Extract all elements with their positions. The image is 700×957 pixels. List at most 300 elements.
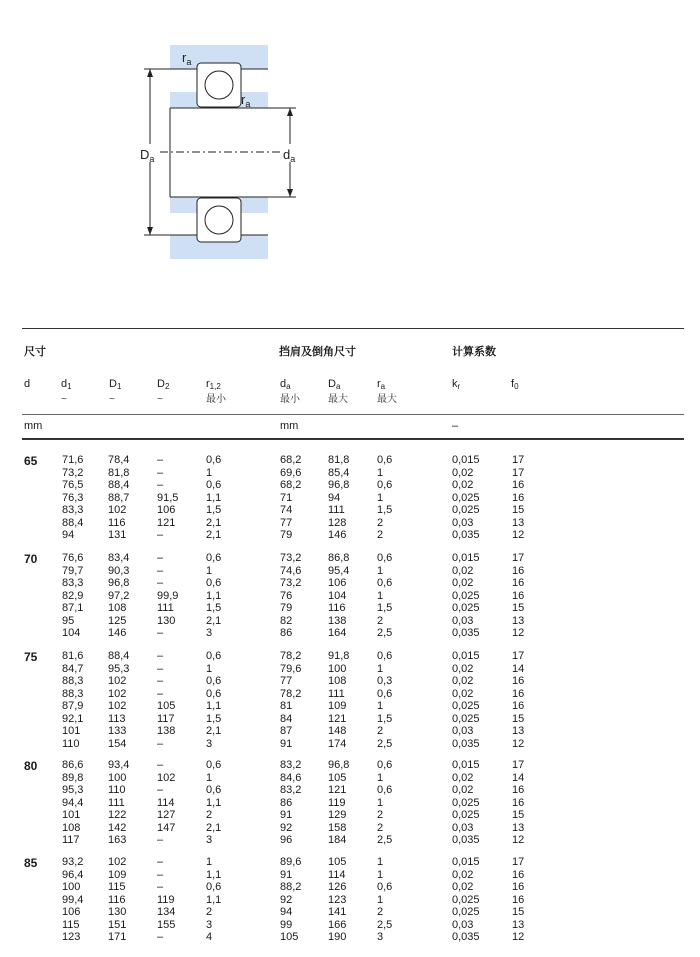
cell-Da: 104 <box>328 589 347 602</box>
cell-D1: 110 <box>108 784 126 796</box>
cell-D1: 102 <box>108 504 127 516</box>
cell-r12: 2,1 <box>206 516 222 529</box>
cell-r12: 1,1 <box>206 893 222 906</box>
cell-da: 92 <box>280 893 293 906</box>
cell-ra: 0,6 <box>377 650 393 662</box>
cell-D1: 115 <box>108 881 126 893</box>
col-kr <box>452 650 480 750</box>
cell-da: 76 <box>280 589 293 602</box>
cell-r12: 3 <box>206 918 213 931</box>
cell-Da: 111 <box>328 504 345 516</box>
cell-d1: 83,3 <box>62 577 84 589</box>
cell-D2: – <box>157 737 164 750</box>
cell-da: 81 <box>280 700 293 712</box>
cell-D1: 116 <box>108 893 126 906</box>
cell-f0: 13 <box>512 614 525 627</box>
col-d1 <box>62 650 83 750</box>
cell-Da: 91,8 <box>328 650 350 662</box>
cell-r12: 1,1 <box>206 868 222 881</box>
cell-ra: 1 <box>377 771 384 784</box>
cell-d1: 76,6 <box>62 552 84 564</box>
cell-r12: 2,1 <box>206 529 222 541</box>
col-D1 <box>108 759 129 847</box>
cell-ra: 1,5 <box>377 712 393 725</box>
cell-Da: 184 <box>328 834 347 846</box>
cell-D2: 114 <box>157 796 175 809</box>
cell-f0: 17 <box>512 552 525 564</box>
cell-da: 73,2 <box>280 552 302 564</box>
cell-d1: 101 <box>62 725 81 737</box>
cell-r12: 0,6 <box>206 759 222 771</box>
cell-D2: – <box>157 564 164 577</box>
cell-f0: 14 <box>512 771 525 784</box>
bearing-diagram <box>0 0 700 300</box>
cell-Da: 86,8 <box>328 552 350 564</box>
col-header-kr: $k_r$ <box>452 378 461 391</box>
cell-D1: 122 <box>108 809 127 821</box>
bore-group-70 <box>0 552 700 648</box>
cell-kr: 0,015 <box>452 552 480 564</box>
cell-kr: 0,035 <box>452 627 480 639</box>
cell-d1: 79,7 <box>62 564 84 577</box>
cell-kr: 0,02 <box>452 564 474 577</box>
cell-D2: 111 <box>157 602 174 614</box>
cell-da: 89,6 <box>280 856 302 868</box>
cell-D1: 109 <box>108 868 127 881</box>
cell-d1: 84,7 <box>62 662 84 675</box>
cell-ra: 1 <box>377 564 384 577</box>
cell-D2: – <box>157 552 164 564</box>
col-D2 <box>157 759 175 847</box>
cell-ra: 0,6 <box>377 577 393 589</box>
cell-kr: 0,015 <box>452 454 480 466</box>
cell-ra: 2,5 <box>377 627 393 639</box>
cell-f0: 15 <box>512 906 525 918</box>
cell-kr: 0,025 <box>452 893 480 906</box>
cell-D1: 113 <box>108 712 126 725</box>
cell-r12: 0,6 <box>206 675 222 687</box>
col-header-D2: $D_2$ ~ <box>157 378 170 405</box>
cell-kr: 0,02 <box>452 479 474 491</box>
cell-da: 78,2 <box>280 650 302 662</box>
cell-d1: 104 <box>62 627 81 639</box>
cell-kr: 0,02 <box>452 771 474 784</box>
cell-D2: 102 <box>157 771 176 784</box>
cell-ra: 1 <box>377 589 384 602</box>
cell-f0: 12 <box>512 737 525 750</box>
col-ra <box>377 650 392 750</box>
cell-r12: 1,1 <box>206 491 222 504</box>
cell-D2: – <box>157 881 164 893</box>
unit-rule <box>22 414 684 415</box>
cell-D2: 106 <box>157 504 176 516</box>
cell-f0: 16 <box>512 589 525 602</box>
cell-r12: 0,6 <box>206 784 222 796</box>
cell-f0: 17 <box>512 759 525 771</box>
cell-f0: 16 <box>512 564 525 577</box>
cell-D2: 119 <box>157 893 175 906</box>
bore-group-65 <box>0 454 700 550</box>
col-Da <box>328 454 349 542</box>
cell-da: 68,2 <box>280 454 302 466</box>
cell-ra: 2 <box>377 725 384 737</box>
col-D1 <box>108 856 126 944</box>
col-ra <box>377 454 392 542</box>
cell-da: 78,2 <box>280 687 302 700</box>
cell-Da: 123 <box>328 893 347 906</box>
cell-D1: 146 <box>108 627 127 639</box>
cell-ra: 1,5 <box>377 504 393 516</box>
cell-Da: 106 <box>328 577 347 589</box>
cell-d1: 92,1 <box>62 712 84 725</box>
col-Da <box>328 552 349 640</box>
header-bottom-rule <box>22 438 684 440</box>
cell-f0: 16 <box>512 687 525 700</box>
cell-f0: 13 <box>512 725 525 737</box>
cell-kr: 0,025 <box>452 809 480 821</box>
cell-d1: 101 <box>62 809 81 821</box>
cell-kr: 0,02 <box>452 466 474 479</box>
cell-da: 99 <box>280 918 293 931</box>
cell-Da: 129 <box>328 809 347 821</box>
cell-r12: 1 <box>206 856 213 868</box>
cell-f0: 12 <box>512 529 525 541</box>
bore-group-80 <box>0 759 700 855</box>
cell-da: 77 <box>280 516 293 529</box>
col-header-Da: $D_a$ 最大 <box>328 378 348 405</box>
cell-Da: 96,8 <box>328 759 350 771</box>
cell-ra: 1 <box>377 868 384 881</box>
cell-r12: 0,6 <box>206 454 222 466</box>
cell-d1: 82,9 <box>62 589 84 602</box>
cell-D2: – <box>157 868 164 881</box>
cell-kr: 0,02 <box>452 881 474 893</box>
cell-Da: 190 <box>328 931 347 943</box>
cell-Da: 126 <box>328 881 347 893</box>
col-Da <box>328 856 346 944</box>
col-kr <box>452 856 480 944</box>
cell-kr: 0,025 <box>452 602 480 614</box>
cell-f0: 16 <box>512 675 525 687</box>
cell-kr: 0,025 <box>452 712 480 725</box>
cell-D1: 88,4 <box>108 650 130 662</box>
cell-d1: 88,4 <box>62 516 84 529</box>
cell-kr: 0,02 <box>452 577 474 589</box>
cell-r12: 0,6 <box>206 687 222 700</box>
group-header-dimensions: 尺寸 <box>24 346 46 358</box>
col-header-r12: $r_{1,2}$ 最小 <box>206 378 226 405</box>
unit-abut: mm <box>280 420 299 432</box>
cell-da: 71 <box>280 491 293 504</box>
cell-r12: 0,6 <box>206 552 222 564</box>
cell-D2: 91,5 <box>157 491 179 504</box>
cell-kr: 0,02 <box>452 784 474 796</box>
cell-Da: 121 <box>328 784 347 796</box>
cell-d1: 71,6 <box>62 454 84 466</box>
cell-r12: 3 <box>206 627 213 639</box>
cell-da: 73,2 <box>280 577 302 589</box>
cell-r12: 0,6 <box>206 577 222 589</box>
cell-da: 82 <box>280 614 293 627</box>
col-header-da: $d_a$ 最小 <box>280 378 300 405</box>
cell-ra: 2 <box>377 529 384 541</box>
cell-D2: – <box>157 931 164 943</box>
cell-kr: 0,025 <box>452 796 480 809</box>
cell-da: 84 <box>280 712 293 725</box>
cell-f0: 13 <box>512 918 525 931</box>
cell-Da: 108 <box>328 675 347 687</box>
col-d1 <box>62 759 83 847</box>
cell-kr: 0,015 <box>452 856 480 868</box>
cell-r12: 1 <box>206 662 213 675</box>
cell-r12: 0,6 <box>206 881 222 893</box>
bore-diameter: 75 <box>24 650 38 664</box>
col-D2 <box>157 856 175 944</box>
cell-kr: 0,03 <box>452 725 474 737</box>
cell-D2: 117 <box>157 712 175 725</box>
cell-d1: 87,9 <box>62 700 84 712</box>
cell-Da: 114 <box>328 868 346 881</box>
cell-ra: 2 <box>377 821 384 834</box>
cell-D1: 102 <box>108 687 127 700</box>
cell-ra: 1,5 <box>377 602 393 614</box>
cell-D2: – <box>157 529 164 541</box>
col-r12 <box>206 856 221 944</box>
cell-D1: 171 <box>108 931 127 943</box>
cell-d1: 96,4 <box>62 868 84 881</box>
cell-Da: 164 <box>328 627 347 639</box>
cell-d1: 88,3 <box>62 687 84 700</box>
col-f0 <box>512 856 524 944</box>
cell-Da: 119 <box>328 796 346 809</box>
cell-f0: 16 <box>512 881 525 893</box>
cell-r12: 0,6 <box>206 479 222 491</box>
cell-D1: 100 <box>108 771 127 784</box>
cell-da: 91 <box>280 868 293 881</box>
cell-da: 91 <box>280 737 293 750</box>
cell-ra: 2 <box>377 614 384 627</box>
col-da <box>280 454 301 542</box>
cell-da: 87 <box>280 725 293 737</box>
cell-da: 83,2 <box>280 759 302 771</box>
cell-D2: – <box>157 479 164 491</box>
col-D2 <box>157 454 178 542</box>
cell-d1: 95,3 <box>62 784 84 796</box>
cell-D2: – <box>157 650 164 662</box>
cell-D1: 93,4 <box>108 759 130 771</box>
cell-ra: 0,6 <box>377 552 393 564</box>
cell-D1: 102 <box>108 700 127 712</box>
cell-kr: 0,035 <box>452 529 480 541</box>
cell-f0: 16 <box>512 796 525 809</box>
cell-Da: 100 <box>328 662 347 675</box>
cell-ra: 0,6 <box>377 479 393 491</box>
cell-r12: 1,5 <box>206 504 222 516</box>
cell-Da: 141 <box>328 906 347 918</box>
label-ra-top: $r_a$ <box>182 50 192 67</box>
col-header-d: d <box>24 378 31 390</box>
cell-D1: 163 <box>108 834 127 846</box>
cell-kr: 0,015 <box>452 650 480 662</box>
ball-bottom <box>205 206 233 234</box>
cell-d1: 76,5 <box>62 479 84 491</box>
cell-r12: 3 <box>206 834 213 846</box>
col-f0 <box>512 552 524 640</box>
cell-D2: 99,9 <box>157 589 179 602</box>
col-f0 <box>512 650 524 750</box>
cell-ra: 2,5 <box>377 737 393 750</box>
cell-ra: 0,6 <box>377 881 393 893</box>
cell-r12: 0,6 <box>206 650 222 662</box>
cell-r12: 2,1 <box>206 821 222 834</box>
cell-ra: 0,3 <box>377 675 393 687</box>
cell-Da: 85,4 <box>328 466 350 479</box>
cell-D2: – <box>157 454 164 466</box>
cell-ra: 2,5 <box>377 834 393 846</box>
col-header-d1: $d_1$ ~ <box>61 378 72 405</box>
cell-Da: 116 <box>328 602 346 614</box>
cell-r12: 2,1 <box>206 614 222 627</box>
cell-Da: 128 <box>328 516 347 529</box>
col-f0 <box>512 759 524 847</box>
cell-Da: 111 <box>328 687 345 700</box>
cell-D2: 105 <box>157 700 176 712</box>
cell-ra: 0,6 <box>377 759 393 771</box>
cell-D1: 151 <box>108 918 127 931</box>
bore-diameter: 80 <box>24 759 38 773</box>
cell-D1: 90,3 <box>108 564 130 577</box>
cell-kr: 0,025 <box>452 700 480 712</box>
cell-f0: 12 <box>512 627 525 639</box>
cell-f0: 17 <box>512 466 525 479</box>
cell-kr: 0,02 <box>452 675 474 687</box>
cell-D1: 97,2 <box>108 589 130 602</box>
group-header-factors: 计算系数 <box>452 346 496 358</box>
col-D1 <box>108 454 129 542</box>
cell-D1: 88,7 <box>108 491 130 504</box>
cell-f0: 16 <box>512 893 525 906</box>
cell-ra: 1 <box>377 491 384 504</box>
cell-D2: – <box>157 675 164 687</box>
col-kr <box>452 759 480 847</box>
cell-Da: 146 <box>328 529 347 541</box>
cell-D1: 83,4 <box>108 552 130 564</box>
col-D1 <box>108 650 129 750</box>
cell-r12: 1 <box>206 466 213 479</box>
cell-D1: 95,3 <box>108 662 130 675</box>
cell-Da: 148 <box>328 725 347 737</box>
cell-kr: 0,025 <box>452 906 480 918</box>
cell-f0: 15 <box>512 602 525 614</box>
cell-D1: 108 <box>108 602 127 614</box>
col-ra <box>377 552 392 640</box>
cell-ra: 1 <box>377 700 384 712</box>
cell-ra: 1 <box>377 796 384 809</box>
cell-ra: 0,6 <box>377 454 393 466</box>
unit-factors: – <box>452 420 459 432</box>
cell-da: 88,2 <box>280 881 302 893</box>
cell-r12: 1,5 <box>206 602 222 614</box>
cell-d1: 81,6 <box>62 650 84 662</box>
cell-ra: 0,6 <box>377 687 393 700</box>
cell-da: 79 <box>280 529 293 541</box>
col-d1 <box>62 856 83 944</box>
cell-Da: 96,8 <box>328 479 350 491</box>
cell-da: 74,6 <box>280 564 302 577</box>
cell-f0: 16 <box>512 784 525 796</box>
cell-f0: 15 <box>512 712 525 725</box>
cell-Da: 95,4 <box>328 564 350 577</box>
cell-da: 83,2 <box>280 784 302 796</box>
cell-f0: 15 <box>512 504 525 516</box>
cell-da: 105 <box>280 931 299 943</box>
cell-f0: 16 <box>512 577 525 589</box>
cell-f0: 16 <box>512 479 525 491</box>
cell-da: 86 <box>280 796 293 809</box>
cell-D2: – <box>157 577 164 589</box>
cell-kr: 0,03 <box>452 821 474 834</box>
cell-r12: 1,1 <box>206 700 222 712</box>
cell-f0: 12 <box>512 931 525 943</box>
cell-ra: 0,6 <box>377 784 393 796</box>
col-header-ra: $r_a$ 最大 <box>377 378 397 405</box>
cell-kr: 0,02 <box>452 687 474 700</box>
cell-D2: 138 <box>157 725 176 737</box>
cell-d1: 87,1 <box>62 602 84 614</box>
cell-d1: 110 <box>62 737 80 750</box>
cell-r12: 4 <box>206 931 213 943</box>
cell-d1: 106 <box>62 906 81 918</box>
cell-D1: 116 <box>108 516 126 529</box>
cell-ra: 1 <box>377 466 384 479</box>
col-D1 <box>108 552 129 640</box>
cell-D1: 78,4 <box>108 454 130 466</box>
col-D2 <box>157 552 178 640</box>
cell-r12: 1,1 <box>206 589 222 602</box>
cell-d1: 115 <box>62 918 80 931</box>
cell-Da: 158 <box>328 821 347 834</box>
cell-f0: 17 <box>512 856 525 868</box>
cell-d1: 100 <box>62 881 81 893</box>
col-ra <box>377 759 392 847</box>
cell-Da: 81,8 <box>328 454 350 466</box>
cell-D1: 125 <box>108 614 127 627</box>
cell-D1: 102 <box>108 675 127 687</box>
col-header-f0: $f_0$ <box>511 378 519 391</box>
cell-kr: 0,03 <box>452 614 474 627</box>
cell-d1: 93,2 <box>62 856 84 868</box>
cell-da: 79,6 <box>280 662 302 675</box>
cell-kr: 0,035 <box>452 737 480 750</box>
bore-diameter: 70 <box>24 552 38 566</box>
cell-d1: 73,2 <box>62 466 84 479</box>
cell-D2: 127 <box>157 809 176 821</box>
cell-D1: 96,8 <box>108 577 130 589</box>
cell-d1: 94,4 <box>62 796 84 809</box>
cell-f0: 16 <box>512 700 525 712</box>
cell-da: 84,6 <box>280 771 302 784</box>
cell-ra: 3 <box>377 931 384 943</box>
cell-D2: – <box>157 627 164 639</box>
cell-D2: – <box>157 466 164 479</box>
cell-da: 94 <box>280 906 293 918</box>
col-D2 <box>157 650 175 750</box>
cell-f0: 13 <box>512 516 525 529</box>
cell-d1: 94 <box>62 529 75 541</box>
cell-ra: 2 <box>377 809 384 821</box>
cell-f0: 12 <box>512 834 525 846</box>
cell-D2: 147 <box>157 821 176 834</box>
